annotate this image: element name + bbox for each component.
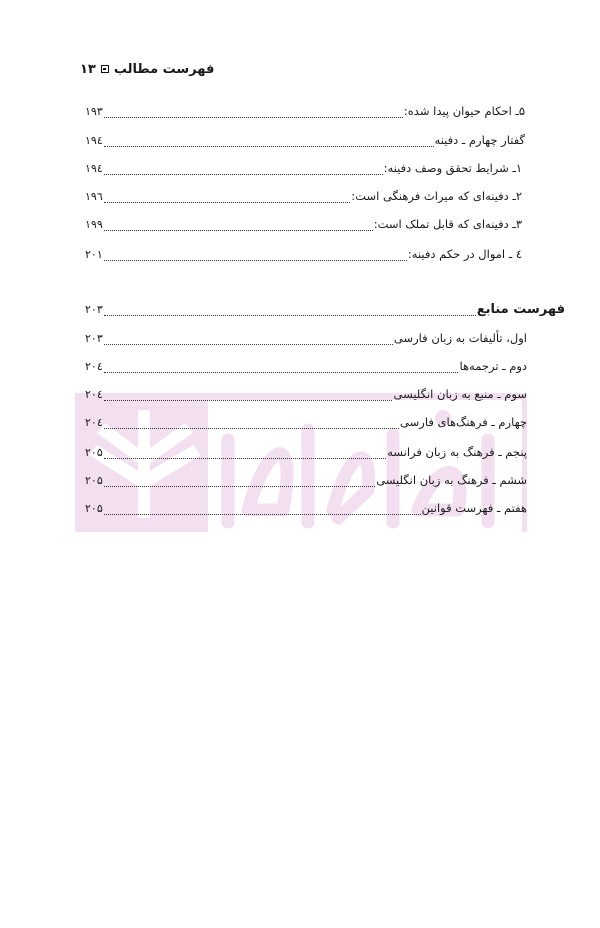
running-head-title: فهرست مطالب: [113, 62, 215, 77]
toc-entry-page: ۲۰۳: [85, 332, 103, 345]
toc-entry[interactable]: [85, 217, 522, 235]
running-head: [80, 62, 214, 77]
toc-entry-page: ۲۰٤: [85, 360, 103, 373]
toc-entry-label: ششم ـ فرهنگ به زبان انگلیسی: [376, 473, 527, 487]
square-bullet-icon: [101, 65, 109, 73]
toc-entry-page: ۱۹٤: [85, 134, 103, 147]
toc-entry-page: ۲۰٤: [85, 416, 103, 429]
toc-entry[interactable]: [85, 445, 527, 463]
toc-entry-page: ۱۹۳: [85, 105, 103, 118]
leader-dots: [104, 202, 351, 203]
leader-dots: [104, 428, 399, 429]
toc-entry-label: ٤ ـ اموال در حکم دفینه:: [407, 247, 522, 261]
toc-entry-label: چهارم ـ فرهنگ‌های فارسی: [400, 415, 527, 429]
toc-entry[interactable]: [85, 501, 527, 519]
toc-entry-label: هفتم ـ فهرست قوانین: [421, 501, 527, 515]
toc-entry-label: گفتار چهارم ـ دفینه: [434, 133, 525, 147]
toc-entry-label: ۲ـ دفینه‌ای که میراث فرهنگی است:: [351, 189, 522, 203]
toc-heading-label: فهرست منابع: [476, 302, 565, 317]
leader-dots: [104, 146, 434, 147]
toc-entry-label: سوم ـ منبع به زبان انگلیسی: [393, 387, 527, 401]
leader-dots: [104, 117, 403, 118]
toc-entry-page: ۱۹٤: [85, 162, 103, 175]
toc-entry-label: پنجم ـ فرهنگ به زبان فرانسه: [387, 445, 527, 459]
running-head-page-number: ۱۳: [80, 62, 96, 77]
toc-entry[interactable]: [85, 473, 527, 491]
toc-entry-page: ۲۰۵: [85, 474, 103, 487]
toc-entry-label: ۳ـ دفینه‌ای که قابل تملک است:: [373, 217, 522, 231]
toc-entry-page: ۲۰۵: [85, 446, 103, 459]
leader-dots: [104, 344, 393, 345]
toc-entry-page: ۲۰۵: [85, 502, 103, 515]
toc-entry-label: دوم ـ ترجمه‌ها: [459, 359, 527, 373]
toc-entry[interactable]: [85, 415, 527, 433]
leader-dots: [104, 230, 373, 231]
toc-entry[interactable]: [85, 387, 527, 405]
toc-entry[interactable]: [85, 359, 527, 377]
leader-dots: [104, 458, 386, 459]
leader-dots: [104, 315, 476, 316]
leader-dots: [104, 174, 383, 175]
toc-heading-sources[interactable]: [85, 302, 565, 320]
toc-heading-page: ۲۰۳: [85, 303, 103, 316]
leader-dots: [104, 514, 421, 515]
leader-dots: [104, 260, 407, 261]
toc-entry-label: ۵ـ احکام حیوان پیدا شده:: [403, 104, 525, 118]
leader-dots: [104, 400, 393, 401]
toc-entry[interactable]: [85, 133, 525, 151]
toc-entry-page: ۱۹٦: [85, 190, 103, 203]
toc-entry[interactable]: [85, 189, 522, 207]
toc-entry-label: ۱ـ شرایط تحقق وصف دفینه:: [383, 161, 522, 175]
toc-entry-page: ۱۹۹: [85, 218, 103, 231]
leader-dots: [104, 372, 459, 373]
leader-dots: [104, 486, 375, 487]
toc-entry[interactable]: [85, 247, 522, 265]
toc-entry[interactable]: [85, 104, 525, 122]
toc-entry-page: ۲۰٤: [85, 388, 103, 401]
toc-entry-label: اول، تألیفات به زبان فارسی: [393, 331, 527, 345]
toc-entry-page: ۲۰۱: [85, 248, 103, 261]
toc-entry[interactable]: [85, 161, 522, 179]
toc-entry[interactable]: [85, 331, 527, 349]
